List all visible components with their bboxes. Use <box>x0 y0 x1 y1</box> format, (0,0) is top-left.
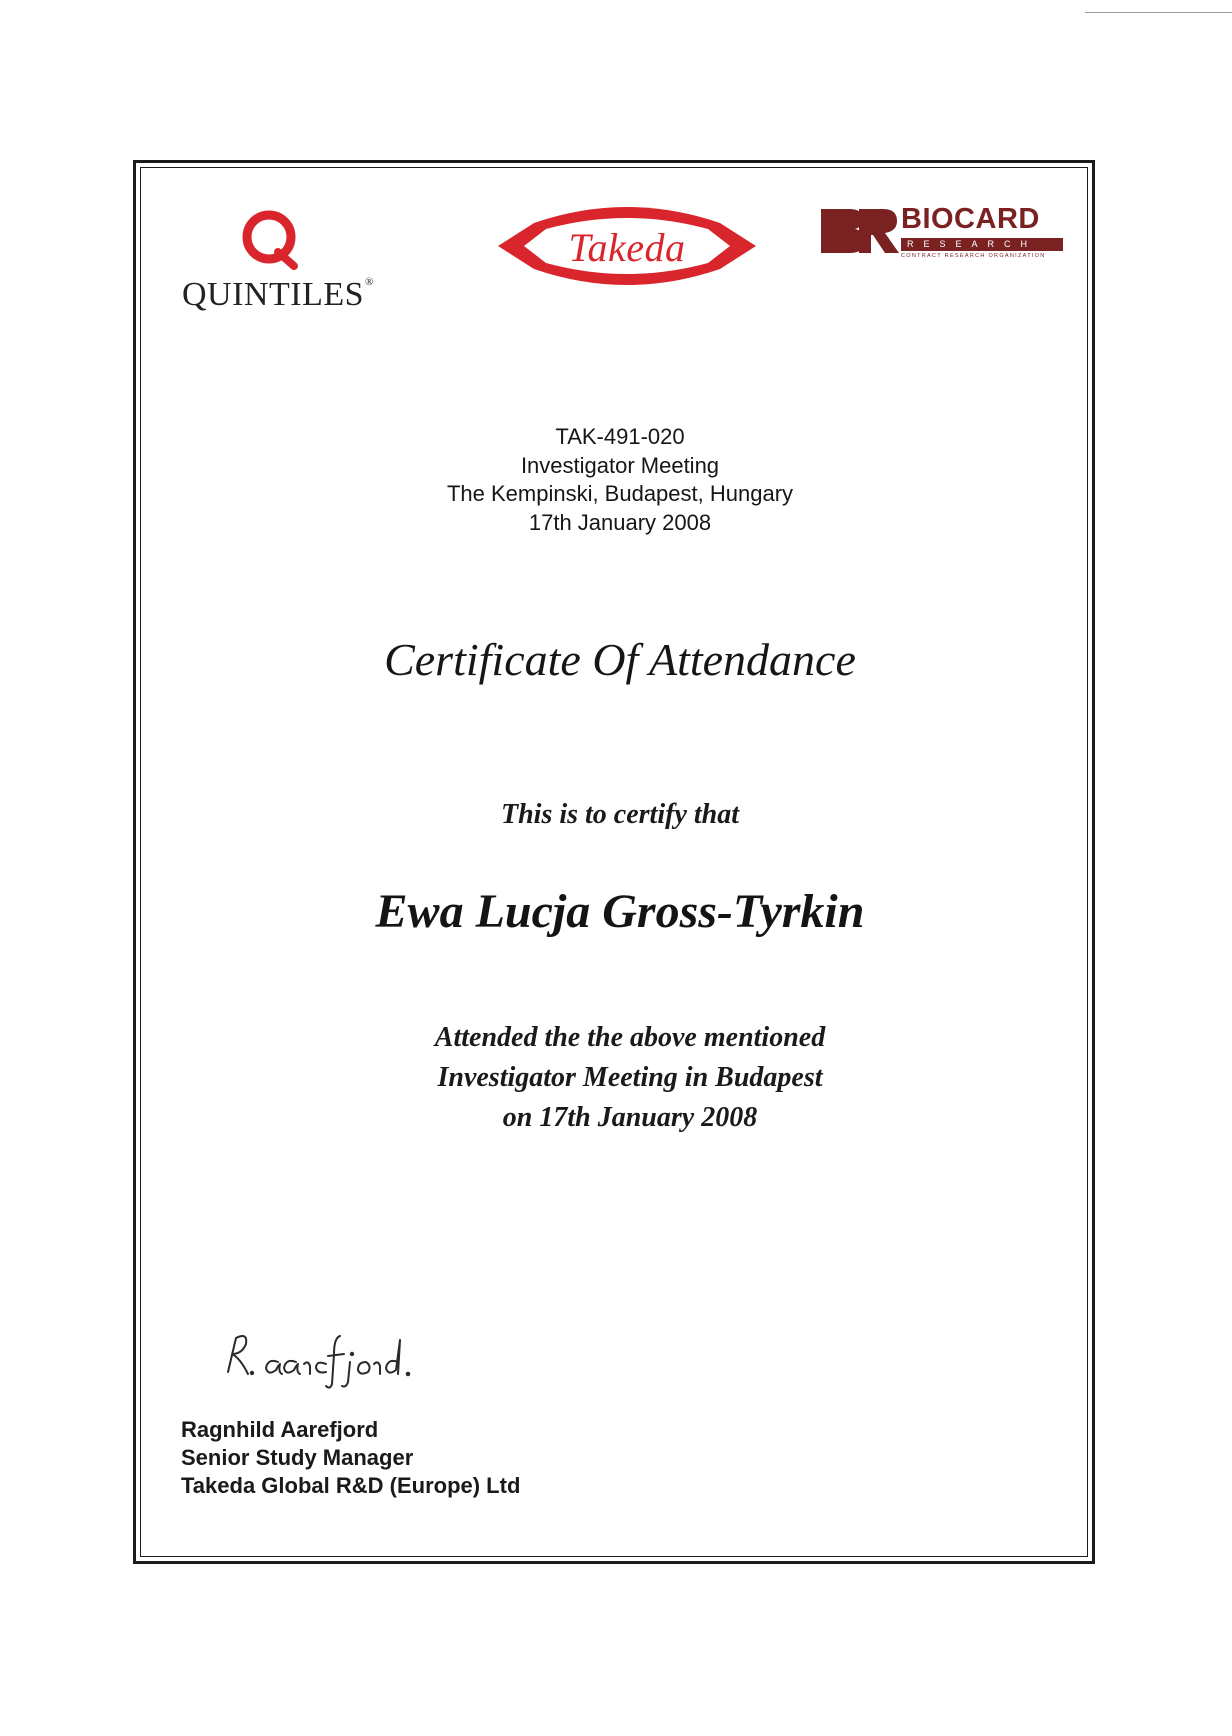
attendance-line: on 17th January 2008 <box>502 1102 758 1133</box>
certificate-title: Certificate Of Attendance <box>384 634 856 685</box>
signatory-role: Senior Study Manager <box>181 1445 414 1470</box>
quintiles-logo <box>182 208 372 318</box>
attendance-statement <box>330 1018 930 1138</box>
signatory-organization: Takeda Global R&D (Europe) Ltd <box>181 1473 521 1498</box>
recipient-name: Ewa Lucja Gross-Tyrkin <box>375 885 865 938</box>
takeda-wordmark: Takeda <box>568 225 686 270</box>
attendance-line: Attended the the above mentioned <box>434 1022 826 1053</box>
biocard-research-band: RESEARCH <box>901 238 1063 251</box>
handwritten-signature <box>218 1328 428 1392</box>
meeting-date: 17th January 2008 <box>528 509 712 535</box>
study-code: TAK-491-020 <box>555 424 685 449</box>
attendance-line: Investigator Meeting in Budapest <box>437 1062 823 1093</box>
biocard-tagline: CONTRACT RESEARCH ORGANIZATION <box>901 253 1046 259</box>
biocard-wordmark: BIOCARD <box>901 203 1040 235</box>
meeting-venue: The Kempinski, Budapest, Hungary <box>446 481 794 506</box>
meeting-title: Investigator Meeting <box>520 452 720 478</box>
biocard-logo <box>819 205 1065 261</box>
signatory-name: Ragnhild Aarefjord <box>181 1417 379 1442</box>
quintiles-q-icon <box>238 208 300 270</box>
meeting-info <box>360 423 880 537</box>
takeda-logo <box>496 205 758 287</box>
quintiles-wordmark: QUINTILES® <box>182 276 374 313</box>
certify-line: This is to certify that <box>501 799 739 830</box>
scan-edge-line <box>1085 12 1232 13</box>
biocard-br-mark-icon <box>819 205 899 255</box>
signatory-block <box>181 1416 520 1500</box>
